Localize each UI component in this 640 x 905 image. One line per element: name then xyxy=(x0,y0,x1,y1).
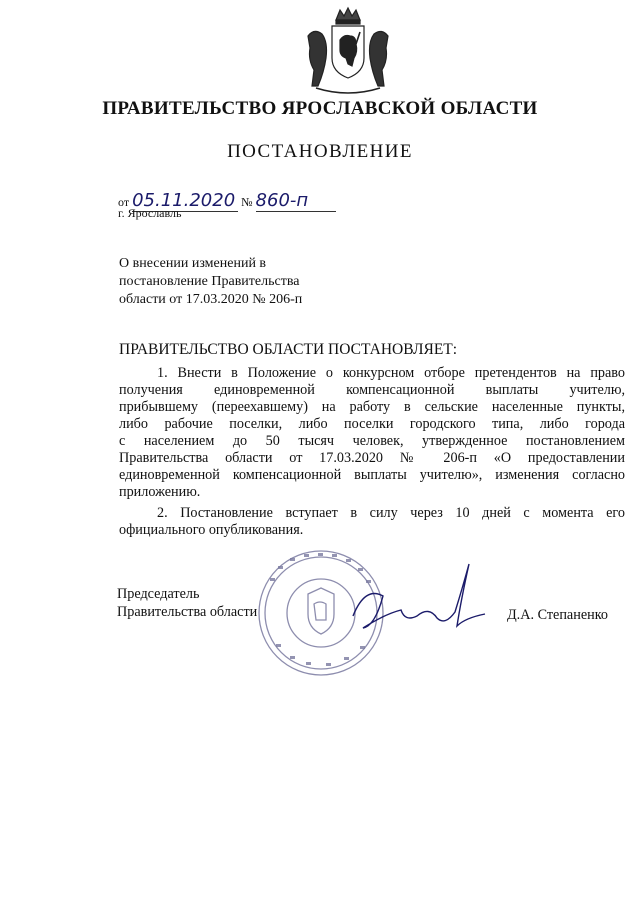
city-label: г. Ярославль xyxy=(118,206,182,220)
preamble-heading: ПРАВИТЕЛЬСТВО ОБЛАСТИ ПОСТАНОВЛЯЕТ: xyxy=(119,341,458,358)
paragraph-line: единовременной компенсационной выплаты учителю», изменения согласно xyxy=(119,467,625,483)
date-value: 05.11.2020 xyxy=(132,190,238,212)
coat-of-arms-icon xyxy=(300,6,396,98)
signer-role xyxy=(117,585,257,621)
signer-role-line: Председатель xyxy=(117,586,200,602)
paragraph-line: 1. Внести в Положение о конкурсном отборе претендентов на право xyxy=(157,365,625,381)
signer-role-line: Правительства области xyxy=(117,604,258,620)
paragraph-line: прибывшему (переехавшему) на работу в сельские населенные пункты, xyxy=(119,399,625,415)
paragraph-line: Правительства области от 17.03.2020 № 206-п «О предоставлении xyxy=(119,450,625,466)
paragraph-2 xyxy=(119,505,625,539)
number-prefix: № xyxy=(241,195,253,209)
paragraph-line: официального опубликования. xyxy=(119,522,304,538)
date-prefix: от xyxy=(118,195,130,209)
handwritten-signature-icon xyxy=(345,556,495,656)
paragraph-line: с населением до 50 тысяч человек, утвержденное постановлением xyxy=(119,433,625,449)
paragraph-1 xyxy=(119,365,625,501)
paragraph-line: либо рабочие поселки, либо поселки городского типа, либо города xyxy=(119,416,625,432)
number-value: 860-п xyxy=(256,190,336,212)
paragraph-line: приложению. xyxy=(119,484,201,500)
document-type-title: ПОСТАНОВЛЕНИЕ xyxy=(227,141,413,162)
subject-line: О внесении изменений в xyxy=(119,256,267,271)
subject-line: постановление Правительства xyxy=(119,274,300,289)
paragraph-line: 2. Постановление вступает в силу через 10 дней с момента его xyxy=(157,505,625,521)
organization-title: ПРАВИТЕЛЬСТВО ЯРОСЛАВСКОЙ ОБЛАСТИ xyxy=(102,98,538,119)
signer-name: Д.А. Степаненко xyxy=(507,607,608,623)
paragraph-line: получения единовременной компенсационной выплаты учителю, xyxy=(119,382,625,398)
document-subject xyxy=(119,255,369,309)
subject-line: области от 17.03.2020 № 206-п xyxy=(119,292,303,307)
